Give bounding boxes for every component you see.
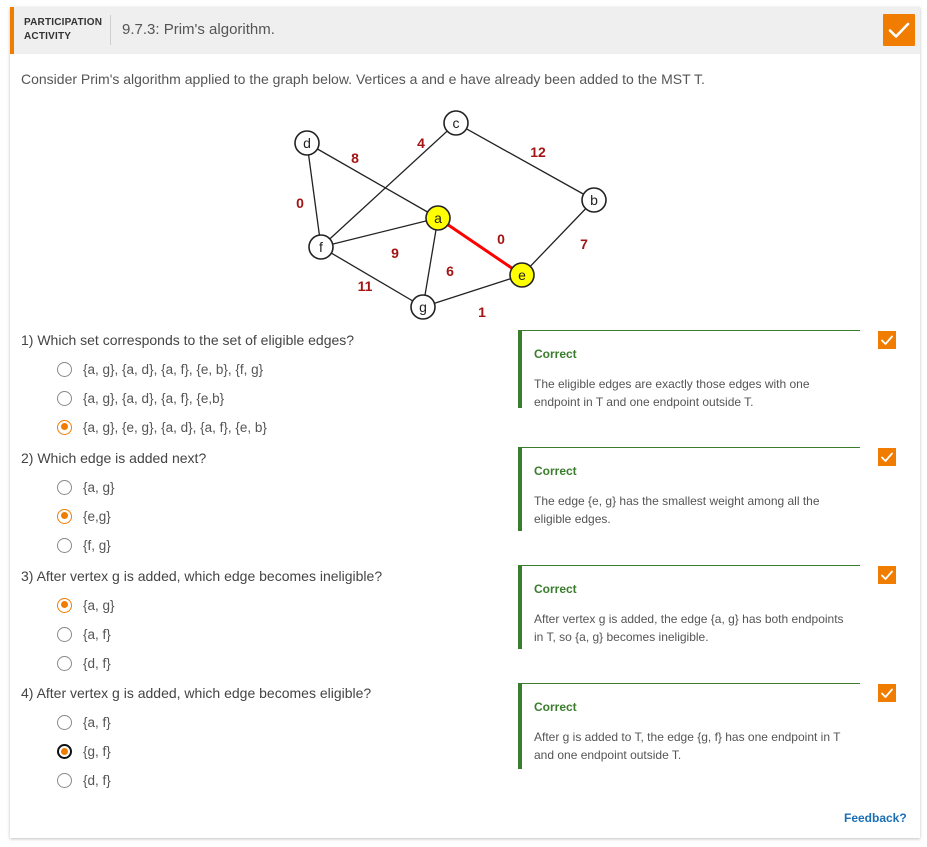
activity-complete-checkmark-icon bbox=[883, 14, 915, 46]
svg-text:a: a bbox=[434, 210, 442, 226]
option-label: {a, g}, {e, g}, {a, d}, {a, f}, {e, b} bbox=[83, 419, 267, 435]
question-2-option-1[interactable] bbox=[57, 477, 115, 497]
weight-f-c: 4 bbox=[417, 135, 425, 151]
question-2-option-2[interactable] bbox=[57, 506, 111, 526]
question-1-prompt: 1) Which set corresponds to the set of eligible edges? bbox=[21, 332, 355, 348]
vertex-b bbox=[582, 188, 606, 212]
edge-d-a bbox=[307, 143, 438, 218]
svg-text:c: c bbox=[452, 115, 460, 131]
edge-f-a bbox=[321, 218, 438, 247]
option-label: {e,g} bbox=[83, 508, 111, 524]
question-1-correct-checkmark-icon bbox=[878, 331, 896, 349]
radio-button[interactable] bbox=[57, 480, 72, 495]
option-label: {a, g}, {a, d}, {a, f}, {e, b}, {f, g} bbox=[83, 361, 264, 377]
question-2-feedback bbox=[518, 447, 860, 531]
weight-d-a: 8 bbox=[351, 150, 359, 166]
weight-a-g: 6 bbox=[446, 263, 454, 279]
radio-button-selected[interactable] bbox=[57, 420, 72, 435]
radio-button[interactable] bbox=[57, 391, 72, 406]
question-3-option-1[interactable] bbox=[57, 595, 115, 615]
activity-type-label: PARTICIPATION ACTIVITY bbox=[24, 17, 103, 42]
question-3-correct-checkmark-icon bbox=[878, 566, 896, 584]
vertex-e bbox=[510, 263, 534, 287]
option-label: {d, f} bbox=[83, 655, 111, 671]
edge-g-e bbox=[423, 275, 522, 307]
question-1-option-1[interactable] bbox=[57, 359, 263, 379]
radio-button[interactable] bbox=[57, 362, 72, 377]
question-2-option-3[interactable] bbox=[57, 535, 111, 555]
activity-title: 9.7.3: Prim's algorithm. bbox=[122, 21, 275, 38]
weight-f-a: 9 bbox=[391, 245, 399, 261]
radio-button[interactable] bbox=[57, 773, 72, 788]
weight-f-g: 11 bbox=[357, 278, 373, 294]
feedback-text: The eligible edges are exactly those edges with one endpoint in T and one endpoint outside T. bbox=[534, 377, 810, 409]
question-1-option-3[interactable] bbox=[57, 417, 267, 437]
edge-a-g bbox=[423, 218, 438, 307]
radio-button[interactable] bbox=[57, 656, 72, 671]
question-2-correct-checkmark-icon bbox=[878, 448, 896, 466]
question-1-option-2[interactable] bbox=[57, 388, 224, 408]
feedback-title: Correct bbox=[534, 347, 577, 361]
weight-g-e: 1 bbox=[478, 304, 486, 320]
prim-graph bbox=[270, 99, 630, 324]
svg-text:b: b bbox=[590, 192, 598, 208]
weight-a-e: 0 bbox=[497, 231, 505, 247]
feedback-title: Correct bbox=[534, 582, 577, 596]
question-3-prompt: 3) After vertex g is added, which edge becomes ineligible? bbox=[21, 568, 383, 584]
activity-header bbox=[10, 7, 920, 54]
svg-text:e: e bbox=[518, 267, 526, 283]
question-2-prompt: 2) Which edge is added next? bbox=[21, 450, 207, 466]
feedback-text: After g is added to T, the edge {g, f} has one endpoint in T and one endpoint outside T. bbox=[534, 730, 841, 762]
question-4-correct-checkmark-icon bbox=[878, 684, 896, 702]
header-divider bbox=[110, 15, 111, 45]
vertex-f bbox=[309, 235, 333, 259]
vertex-c bbox=[444, 111, 468, 135]
option-label: {a, g} bbox=[83, 597, 115, 613]
option-label: {f, g} bbox=[83, 537, 111, 553]
participation-activity-card bbox=[10, 7, 920, 838]
question-4-option-3[interactable] bbox=[57, 770, 111, 790]
question-1-feedback bbox=[518, 330, 860, 408]
option-label: {a, g} bbox=[83, 479, 115, 495]
svg-text:f: f bbox=[319, 239, 323, 255]
feedback-text: The edge {e, g} has the smallest weight among all the eligible edges. bbox=[534, 494, 820, 526]
vertex-g bbox=[411, 295, 435, 319]
radio-button-selected[interactable] bbox=[57, 744, 72, 759]
question-3-feedback bbox=[518, 565, 860, 649]
question-3-option-3[interactable] bbox=[57, 653, 111, 673]
svg-text:g: g bbox=[419, 299, 427, 315]
weight-c-b: 12 bbox=[530, 144, 546, 160]
edge-f-g bbox=[321, 247, 423, 307]
question-3-option-2[interactable] bbox=[57, 624, 111, 644]
option-label: {g, f} bbox=[83, 743, 111, 759]
feedback-title: Correct bbox=[534, 700, 577, 714]
radio-button-selected[interactable] bbox=[57, 509, 72, 524]
vertex-a bbox=[426, 206, 450, 230]
feedback-link[interactable]: Feedback? bbox=[844, 811, 907, 825]
vertex-d bbox=[295, 131, 319, 155]
edge-c-b bbox=[456, 123, 594, 200]
question-4-prompt: 4) After vertex g is added, which edge becomes eligible? bbox=[21, 685, 372, 701]
question-4-option-2[interactable] bbox=[57, 741, 111, 761]
svg-text:d: d bbox=[303, 135, 311, 151]
option-label: {a, g}, {a, d}, {a, f}, {e,b} bbox=[83, 390, 225, 406]
activity-prompt: Consider Prim's algorithm applied to the graph below. Vertices a and e have already been added to the MST T. bbox=[21, 71, 705, 87]
question-4-feedback bbox=[518, 683, 860, 769]
option-label: {d, f} bbox=[83, 772, 111, 788]
radio-button-selected[interactable] bbox=[57, 598, 72, 613]
radio-button[interactable] bbox=[57, 715, 72, 730]
weight-d-f: 0 bbox=[296, 195, 304, 211]
radio-button[interactable] bbox=[57, 538, 72, 553]
feedback-text: After vertex g is added, the edge {a, g} has both endpoints in T, so {a, g} becomes ineligible. bbox=[534, 612, 844, 644]
edge-d-f bbox=[307, 143, 321, 247]
option-label: {a, f} bbox=[83, 626, 111, 642]
radio-button[interactable] bbox=[57, 627, 72, 642]
weight-e-b: 7 bbox=[580, 236, 588, 252]
question-4-option-1[interactable] bbox=[57, 712, 111, 732]
feedback-title: Correct bbox=[534, 464, 577, 478]
option-label: {a, f} bbox=[83, 714, 111, 730]
